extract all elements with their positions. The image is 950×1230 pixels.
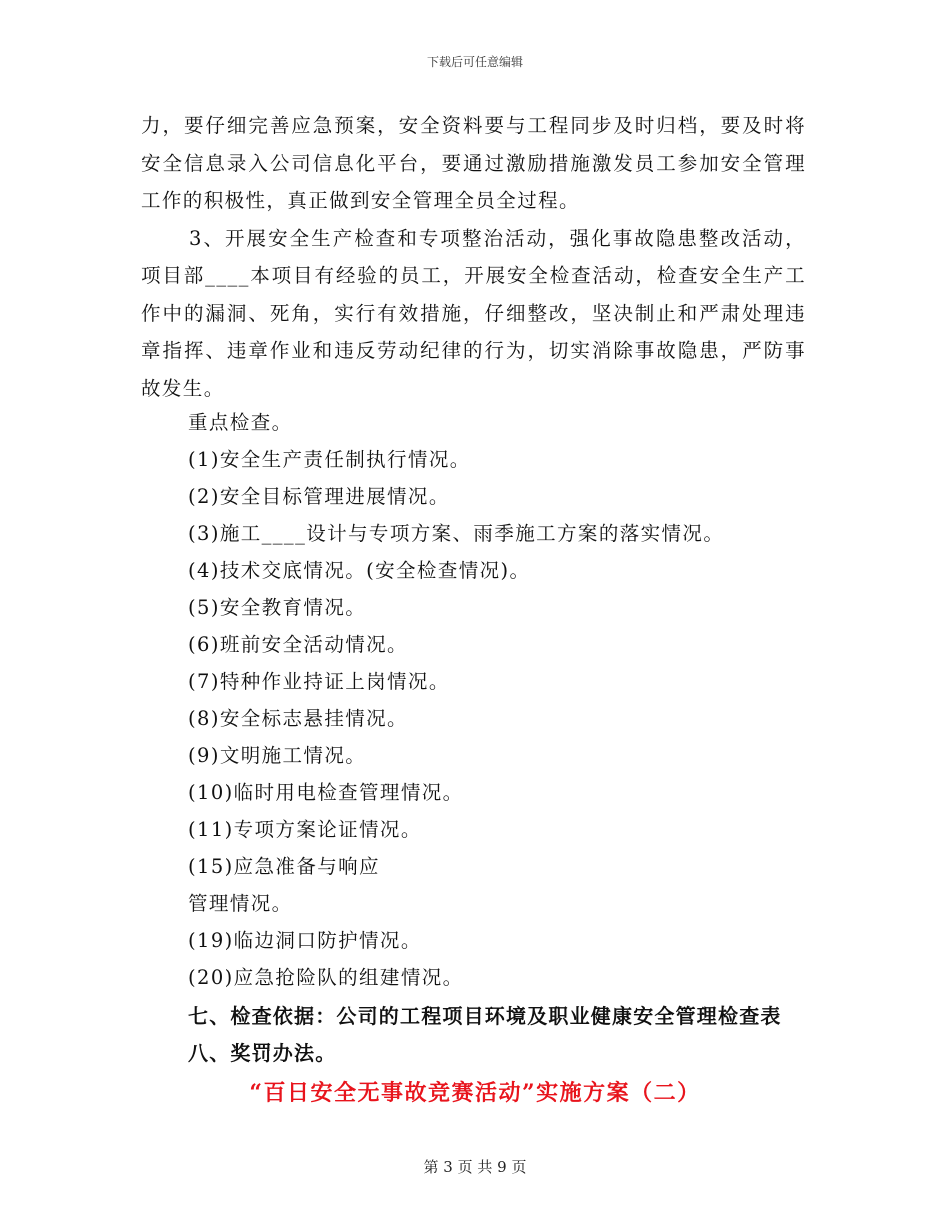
section-heading-7: 七、检查依据：公司的工程项目环境及职业健康安全管理检查表 bbox=[188, 1004, 782, 1028]
list-item: (9)文明施工情况。 bbox=[188, 744, 367, 767]
list-item: (4)技术交底情况。(安全检查情况)。 bbox=[188, 559, 531, 582]
list-item: (19)临边洞口防护情况。 bbox=[188, 929, 422, 952]
list-item: (5)安全教育情况。 bbox=[188, 596, 367, 619]
list-item: (7)特种作业持证上岗情况。 bbox=[188, 670, 450, 693]
list-item: (8)安全标志悬挂情况。 bbox=[188, 707, 408, 730]
list-item: (3)施工____设计与专项方案、雨季施工方案的落实情况。 bbox=[188, 522, 725, 545]
paragraph-block bbox=[141, 107, 806, 407]
document-title: “百日安全无事故竞赛活动”实施方案（二） bbox=[249, 1080, 701, 1106]
section-heading-8: 八、奖罚办法。 bbox=[188, 1041, 337, 1065]
list-item: (15)应急准备与响应 bbox=[188, 855, 380, 878]
page-number: 第 3 页 共 9 页 bbox=[423, 1158, 527, 1176]
list-item: (1)安全生产责任制执行情况。 bbox=[188, 448, 471, 471]
paragraph-item-3: 3、开展安全生产检查和专项整治活动，强化事故隐患整改活动，项目部____本项目有经验的员工，开展安全检查活动，检查安全生产工作中的漏洞、死角，实行有效措施，仔细整改，坚决制止和严肃处理违章指挥、违章作业和违反劳动纪律的行为，切实消除事故隐患，严防事故发生。 bbox=[141, 226, 806, 400]
list-item: (10)临时用电检查管理情况。 bbox=[188, 781, 464, 804]
header-note: 下载后可任意编辑 bbox=[426, 55, 523, 69]
list-item: (20)应急抢险队的组建情况。 bbox=[188, 966, 464, 989]
paragraph-continuation: 力，要仔细完善应急预案，安全资料要与工程同步及时归档，要及时将安全信息录入公司信息化平台，要通过激励措施激发员工参加安全管理工作的积极性，真正做到安全管理全员全过程。 bbox=[141, 114, 806, 212]
list-item: (6)班前安全活动情况。 bbox=[188, 633, 408, 656]
list-item: (2)安全目标管理进展情况。 bbox=[188, 485, 450, 508]
list-item: 重点检查。 bbox=[188, 411, 293, 434]
list-item: (11)专项方案论证情况。 bbox=[188, 818, 422, 841]
list-item: 管理情况。 bbox=[188, 892, 293, 915]
